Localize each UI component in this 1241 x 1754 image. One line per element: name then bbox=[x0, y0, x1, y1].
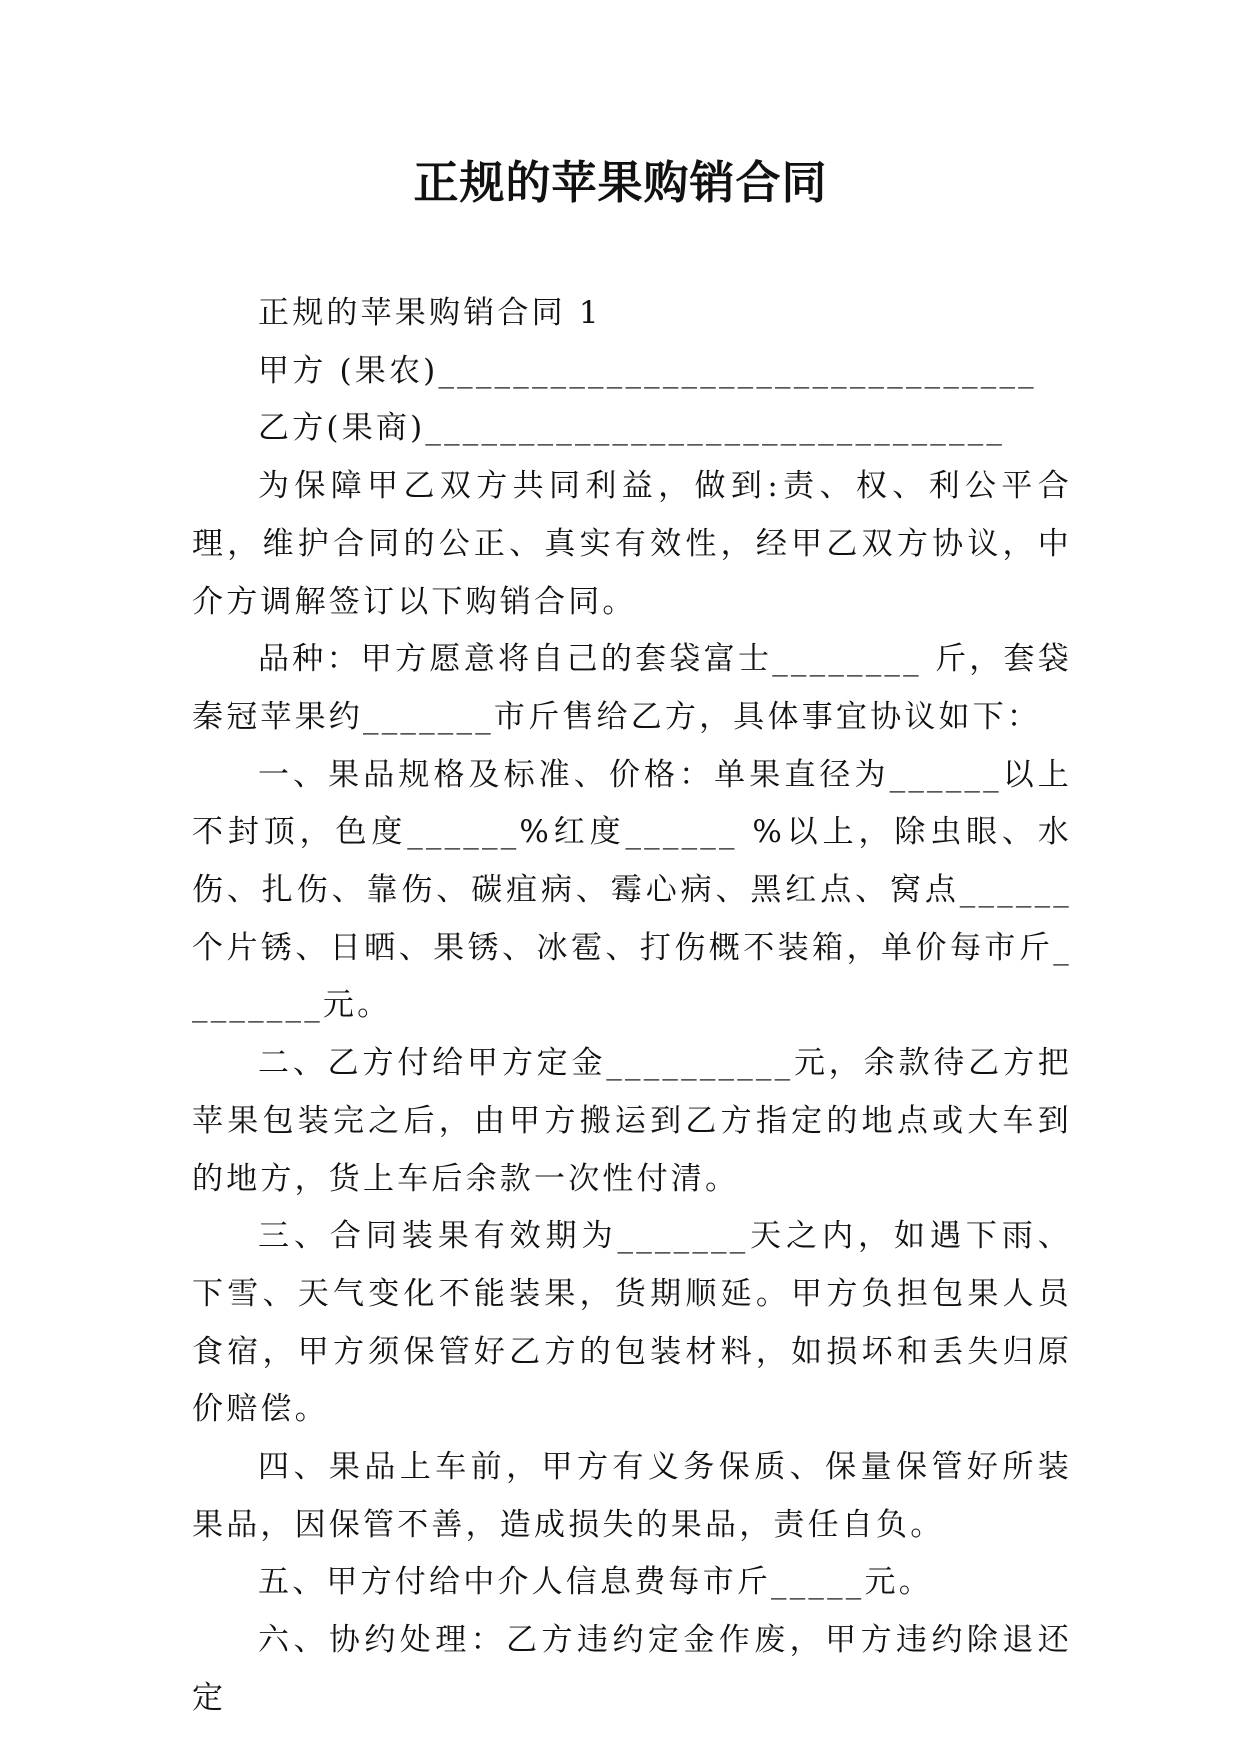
clause-1-paragraph: 一、果品规格及标准、价格：单果直径为______以上不封顶，色度______%红度______ %以上，除虫眼、水伤、扎伤、靠伤、碳疽病、霉心病、黑红点、窝点______个片锈、日晒、果锈、冰雹、打伤概不装箱，单价每市斤________元。 bbox=[192, 756, 1072, 1024]
clause-2-paragraph: 二、乙方付给甲方定金__________元，余款待乙方把苹果包装完之后，由甲方搬运到乙方指定的地点或大车到的地方，货上车后余款一次性付清。 bbox=[192, 1045, 1072, 1197]
party-a-line: 甲方 (果农)________________________________ bbox=[258, 352, 1037, 389]
document-body bbox=[192, 285, 1072, 1728]
variety-paragraph: 品种：甲方愿意将自己的套袋富士________ 斤，套袋秦冠苹果约_______市斤售给乙方，具体事宜协议如下： bbox=[192, 641, 1072, 735]
contract-subtitle: 正规的苹果购销合同 1 bbox=[258, 295, 602, 331]
clause-6-paragraph: 六、协约处理：乙方违约定金作废，甲方违约除退还定 bbox=[192, 1622, 1072, 1716]
preamble-paragraph: 为保障甲乙双方共同利益，做到:责、权、利公平合理，维护合同的公正、真实有效性，经甲乙双方协议，中介方调解签订以下购销合同。 bbox=[192, 468, 1072, 620]
party-b-line: 乙方(果商)_______________________________ bbox=[258, 410, 1006, 447]
clause-3-paragraph: 三、合同装果有效期为_______天之内，如遇下雨、下雪、天气变化不能装果，货期顺延。甲方负担包果人员食宿，甲方须保管好乙方的包装材料，如损坏和丢失归原价赔偿。 bbox=[192, 1218, 1072, 1428]
clause-5-paragraph: 五、甲方付给中介人信息费每市斤_____元。 bbox=[258, 1564, 933, 1601]
clause-4-paragraph: 四、果品上车前，甲方有义务保质、保量保管好所装果品，因保管不善，造成损失的果品，责任自负。 bbox=[192, 1449, 1072, 1543]
document-title: 正规的苹果购销合同 bbox=[413, 156, 828, 209]
